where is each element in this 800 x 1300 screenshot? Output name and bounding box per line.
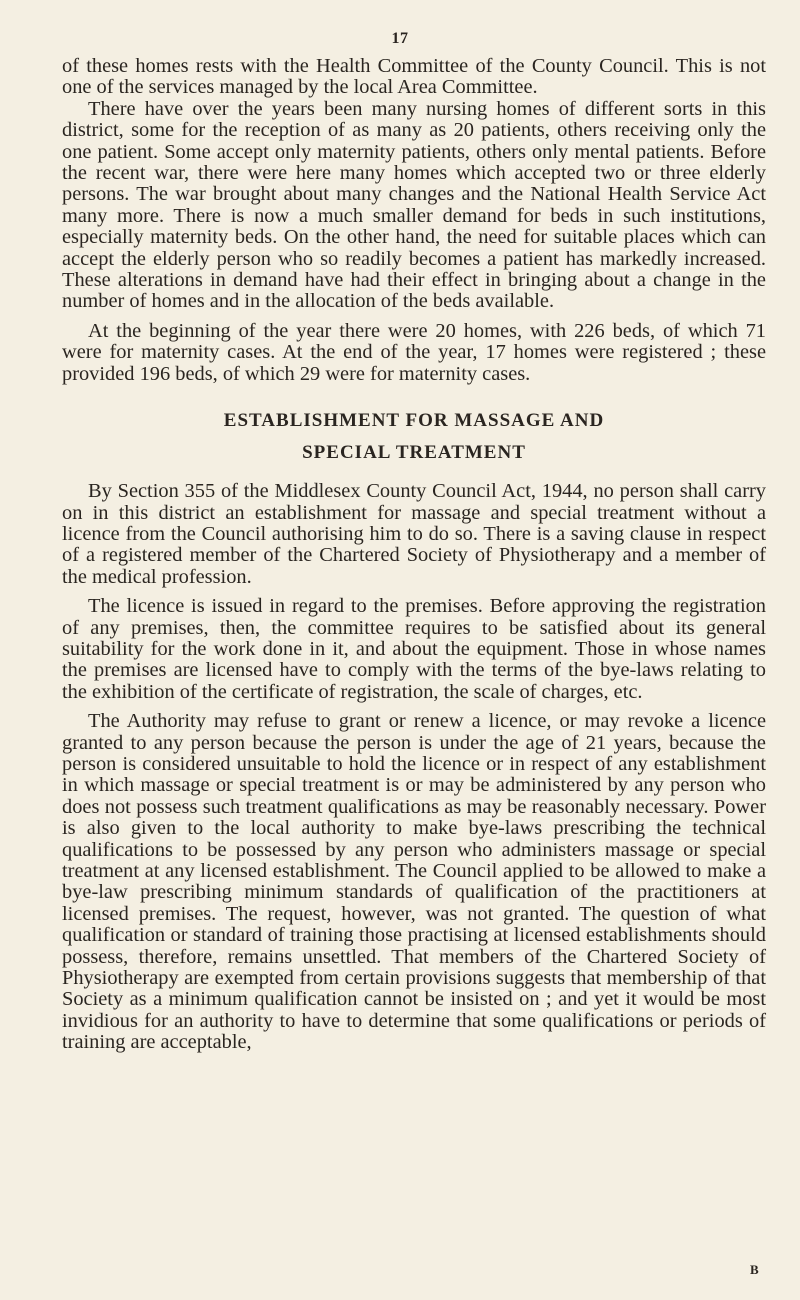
paragraph-authority-powers: The Authority may refuse to grant or renew a licence, or may revoke a licence granted to any person because the person is under the age of 21 years, because the person is considered unsuitable to hold the licence or in respect of any establishment in which massage or special treatment is or may be administered by any person who does not possess such treatment qualifications as may be reasonably necessary. Power is also given to the local authority to make bye-laws prescribing the technical qualifications to be possessed by any person who administers massage or special treatment at any licensed establishment. The Council applied to be allowed to make a bye-law prescribing minimum standards of qualification of the practitioners at licensed premises. The request, however, was not granted. The question of what qualification or standard of training those practising at licensed establishments should possess, therefore, remains unsettled. That members of the Chartered Society of Physiotherapy are exempted from certain provisions suggests that membership of that Society as a minimum qualification cannot be insisted on ; and yet it would be most invidious for an authority to have to determine that some qualifications or periods of training are acceptable,	[62, 710, 766, 1054]
section-heading-line-2: SPECIAL TREATMENT	[302, 442, 526, 464]
page-body	[62, 56, 766, 1054]
section-heading	[62, 405, 766, 469]
paragraph-section-355: By Section 355 of the Middlesex County Council Act, 1944, no person shall carry on in this district an establishment for massage and special treatment without a licence from the Council authorising him to do so. There is a saving clause in respect of a registered member of the Chartered Society of Physiotherapy and a member of the medical profession.	[62, 480, 766, 588]
paragraph-licence-premises: The licence is issued in regard to the premises. Before approving the registration of any premises, then, the committee requires to be satisfied about its general suitability for the work done in it, and about the equipment. Those in whose names the premises are licensed have to comply with the terms of the bye-laws relating to the exhibition of the certificate of registration, the scale of charges, etc.	[62, 595, 766, 703]
section-heading-line-1: ESTABLISHMENT FOR MASSAGE AND	[223, 410, 605, 432]
paragraph-homes-count: At the beginning of the year there were 20 homes, with 226 beds, of which 71 were for maternity cases. At the end of the year, 17 homes were registered ; these provided 196 beds, of which 29 were for maternity cases.	[62, 319, 766, 385]
signature-mark: B	[750, 1262, 759, 1277]
page-number: 17	[391, 30, 409, 47]
paragraph-nursing-homes: There have over the years been many nursing homes of different sorts in this district, some for the reception of as many as 20 patients, others receiving only the one patient. Some accept only maternity patients, others only mental patients. Before the recent war, there were here many homes which accepted two or three elderly persons. The war brought about many changes and the National Health Service Act many more. There is now a much smaller demand for beds in such institutions, especially maternity beds. On the other hand, the need for suitable places which can accept the elderly person who so readily becomes a patient has markedly increased. These alterations in demand have had their effect in bringing about a change in the number of homes and in the allocation of the beds available.	[62, 97, 766, 313]
paragraph-continuation: of these homes rests with the Health Committee of the County Council. This is not one of the services managed by the local Area Committee.	[62, 55, 766, 99]
